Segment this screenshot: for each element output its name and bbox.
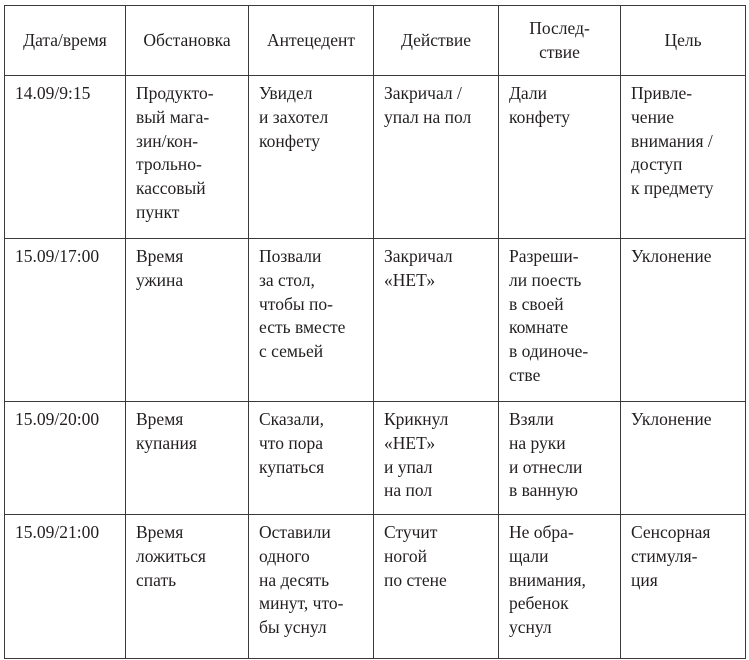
header-function: Цель: [621, 6, 746, 76]
cell-datetime: 15.09/17:00: [5, 239, 126, 402]
cell-antecedent: Позвали за стол, чтобы по- есть вместе с семьей: [249, 239, 374, 402]
cell-setting: Продукто- вый мага- зин/кон- трольно- кассовый пункт: [126, 76, 249, 239]
cell-setting: Время ложиться спать: [126, 515, 249, 659]
header-consequence: Послед- ствие: [499, 6, 621, 76]
cell-behavior: Стучит ногой по стене: [374, 515, 499, 659]
cell-antecedent: Оставили одного на десять минут, что- бы уснул: [249, 515, 374, 659]
cell-function: Уклонение: [621, 402, 746, 515]
cell-datetime: 15.09/20:00: [5, 402, 126, 515]
cell-behavior: Закричал / упал на пол: [374, 76, 499, 239]
cell-setting: Время купания: [126, 402, 249, 515]
cell-behavior: Крикнул «НЕТ» и упал на пол: [374, 402, 499, 515]
cell-consequence: Не обра- щали внимания, ребенок уснул: [499, 515, 621, 659]
cell-consequence: Разреши- ли поесть в своей комнате в одиноче- стве: [499, 239, 621, 402]
header-antecedent: Антецедент: [249, 6, 374, 76]
cell-antecedent: Сказали, что пора купаться: [249, 402, 374, 515]
table-row: [5, 239, 746, 402]
cell-consequence: Взяли на руки и отнесли в ванную: [499, 402, 621, 515]
header-setting: Обстановка: [126, 6, 249, 76]
cell-setting: Время ужина: [126, 239, 249, 402]
header-datetime: Дата/время: [5, 6, 126, 76]
table-row: [5, 515, 746, 659]
header-behavior: Действие: [374, 6, 499, 76]
cell-function: Привле- чение внимания / доступ к предмету: [621, 76, 746, 239]
table-row: [5, 402, 746, 515]
cell-datetime: 14.09/9:15: [5, 76, 126, 239]
table-row: [5, 76, 746, 239]
cell-function: Сенсорная стимуля- ция: [621, 515, 746, 659]
cell-antecedent: Увидел и захотел конфету: [249, 76, 374, 239]
behavior-log-table: [4, 5, 746, 659]
cell-behavior: Закричал «НЕТ»: [374, 239, 499, 402]
header-row: [5, 6, 746, 76]
cell-datetime: 15.09/21:00: [5, 515, 126, 659]
cell-function: Уклонение: [621, 239, 746, 402]
cell-consequence: Дали конфету: [499, 76, 621, 239]
